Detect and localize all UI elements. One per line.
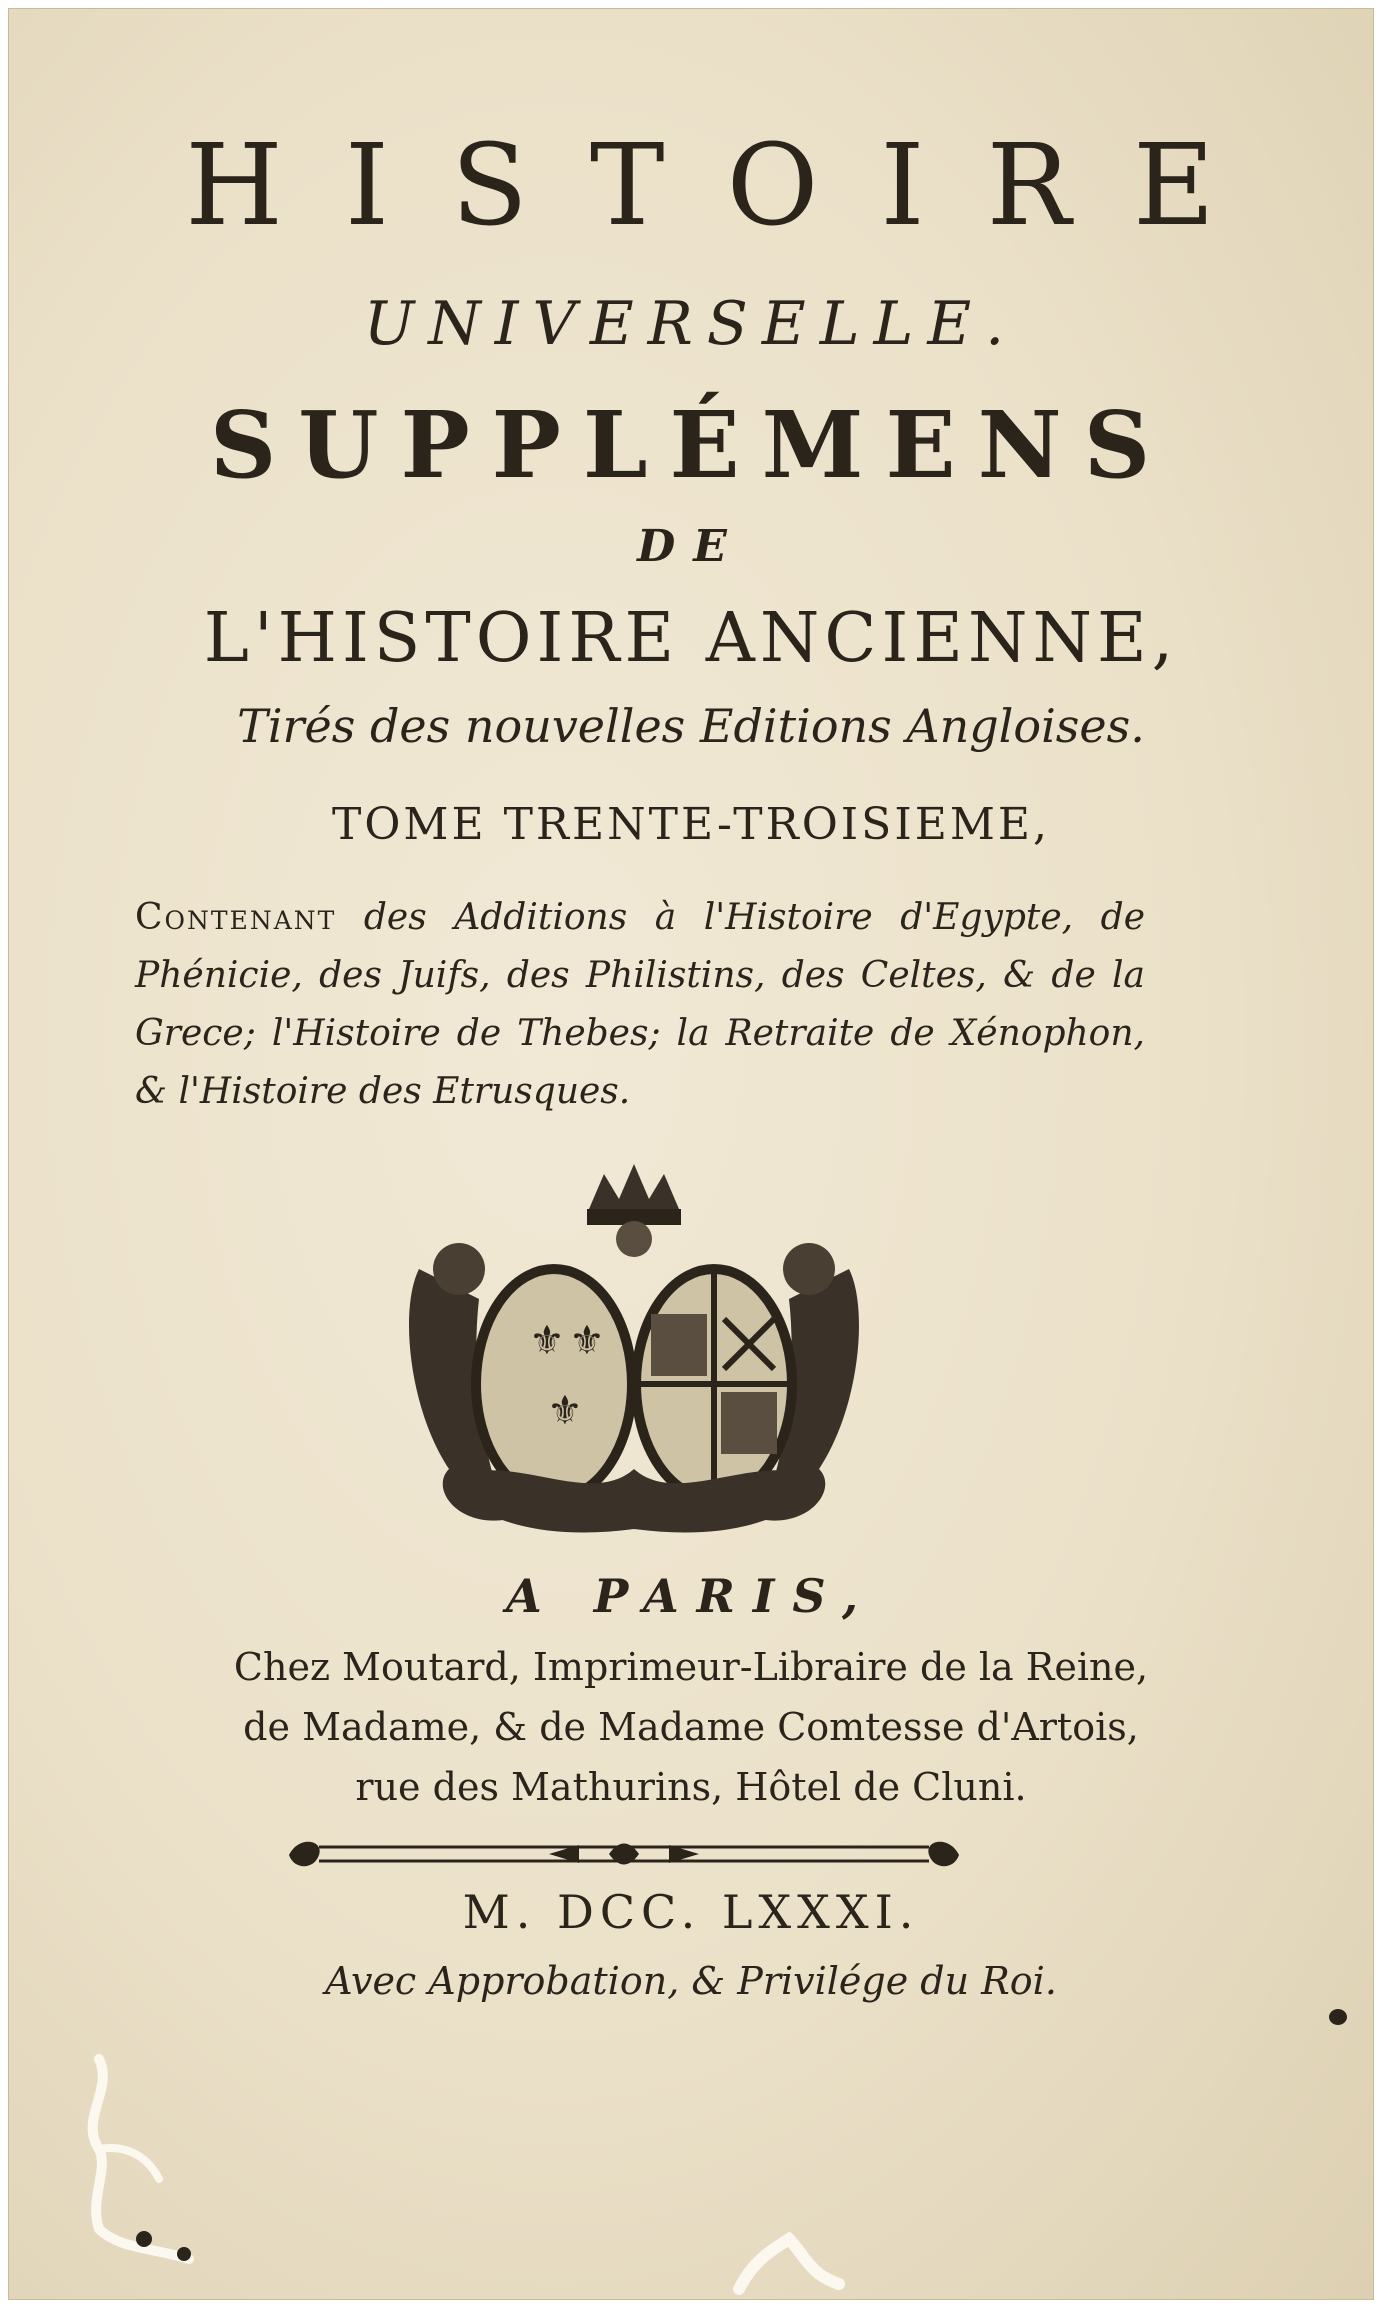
ancienne-heading: L'HISTOIRE ANCIENNE, (203, 599, 1179, 678)
city: A PARIS, (506, 1569, 876, 1623)
paper-damage-bottom-icon (729, 2229, 849, 2299)
svg-text:⚜: ⚜ (529, 1318, 565, 1364)
contents-lead: Contenant (135, 897, 337, 938)
de-heading: DE (637, 521, 745, 572)
svg-text:⚜: ⚜ (569, 1318, 605, 1364)
contents-description (135, 889, 1145, 1121)
royal-coat-of-arms-icon (389, 1149, 879, 1549)
paper-damage-icon (39, 2049, 279, 2289)
svg-text:⚜: ⚜ (547, 1388, 583, 1434)
approbation: Avec Approbation, & Privilége du Roi. (325, 1959, 1057, 2003)
tires-subtitle: Tirés des nouvelles Editions Angloises. (237, 699, 1145, 753)
supplemens-heading: SUPPLÉMENS (209, 391, 1173, 499)
publisher-line-2: de Madame, & de Madame Comtesse d'Artois, (243, 1705, 1139, 1749)
publisher-line-3: rue des Mathurins, Hôtel de Cluni. (355, 1765, 1027, 1809)
tome-heading: TOME TRENTE-TROISIEME, (332, 799, 1050, 850)
title-page (8, 8, 1374, 2300)
wormhole-icon (1329, 2009, 1347, 2025)
contents-text: des Additions à l'Histoire d'Egypte, de Phénicie, des Juifs, des Philistins, des Celtes, & de la Grece; l'Histoire de Thebes; la Retraite de Xénophon, & l'Histoire des Etrusques. (135, 897, 1146, 1112)
publisher-line-1: Chez Moutard, Imprimeur-Libraire de la Reine, (233, 1645, 1149, 1689)
publication-year: M. DCC. LXXXI. (462, 1885, 920, 1939)
title-main: HISTOIRE (185, 121, 1277, 251)
ornamental-rule-icon (279, 1835, 969, 1875)
title-sub: UNIVERSELLE. (363, 289, 1019, 359)
